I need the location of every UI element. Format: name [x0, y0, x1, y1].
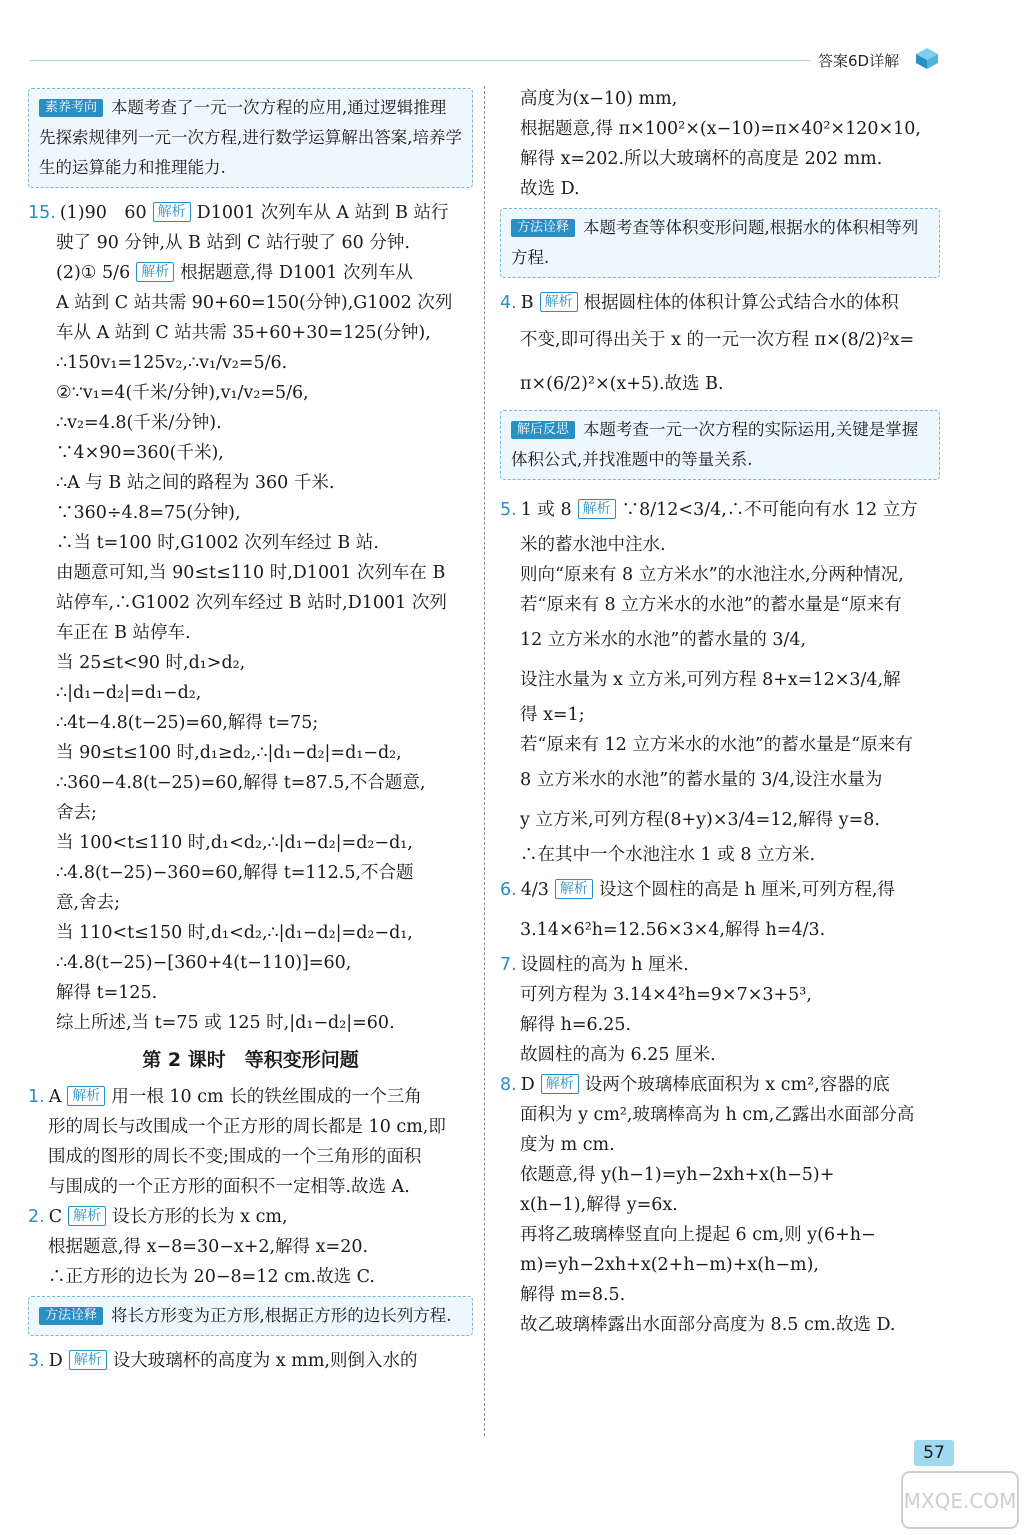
solution-line: 当 100<t≤110 时,d₁<d₂,∴|d₁−d₂|=d₂−d₁, — [56, 833, 413, 853]
solution-line: 根据圆柱体的体积计算公式结合水的体积 — [583, 293, 899, 313]
question-number: 7. — [500, 955, 517, 975]
answer-text: (2)① 5/6 — [56, 263, 131, 283]
solution-line: 面积为 y cm²,玻璃棒高为 h cm,乙露出水面部分高 — [520, 1105, 915, 1125]
answer-text: D — [48, 1351, 63, 1371]
solution-line: ∵8/12<3/4,∴不可能向有水 12 立方 — [621, 500, 918, 520]
solution-line: 与围成的一个正方形的面积不一定相等.故选 A. — [48, 1177, 410, 1197]
analysis-tag: 解析 — [578, 499, 616, 519]
q2-line — [28, 1202, 473, 1232]
q15-part2-line — [28, 258, 473, 288]
solution-line: 解得 h=6.25. — [520, 1015, 632, 1035]
question-number: 4. — [500, 293, 517, 313]
box-label: 解后反思 — [511, 421, 575, 439]
section-title: 第 2 课时 等积变形问题 — [142, 1049, 359, 1071]
right-column — [500, 84, 940, 1340]
solution-line: A 站到 C 站共需 90+60=150(分钟),G1002 次列 — [56, 293, 453, 313]
analysis-tag: 解析 — [555, 879, 593, 899]
solution-line: 设圆柱的高为 h 厘米. — [520, 955, 689, 975]
box-text: 将长方形变为正方形,根据正方形的边长列方程. — [111, 1306, 452, 1325]
solution-line: ∵360÷4.8=75(分钟), — [56, 503, 241, 523]
solution-line: 故圆柱的高为 6.25 厘米. — [520, 1045, 716, 1065]
analysis-tag: 解析 — [69, 1350, 107, 1370]
question-number: 15. — [28, 203, 56, 223]
q6-line — [500, 870, 940, 910]
analysis-tag: 解析 — [153, 202, 191, 222]
answer-text: B — [520, 293, 534, 313]
solution-line: 形的周长与改围成一个正方形的周长都是 10 cm,即 — [48, 1117, 446, 1137]
solution-line: π×(6/2)²×(x+5).故选 B. — [520, 374, 724, 394]
solution-line: 解得 m=8.5. — [520, 1285, 626, 1305]
q5-line — [500, 490, 940, 530]
solution-line: ②∵v₁=4(千米/分钟),v₁/v₂=5/6, — [56, 383, 309, 403]
solution-line: 围成的图形的周长不变;围成的一个三角形的面积 — [48, 1147, 422, 1167]
solution-line: 3.14×6²h=12.56×3×4,解得 h=4/3. — [520, 920, 826, 940]
question-number: 1. — [28, 1087, 45, 1107]
solution-line: ∴4t−4.8(t−25)=60,解得 t=75; — [56, 713, 319, 733]
header-rule — [30, 60, 810, 61]
solution-line: 则向“原来有 8 立方米水”的水池注水,分两种情况, — [520, 565, 904, 585]
box-text: 本题考查等体积变形问题,根据水的体积相等列方程. — [511, 218, 919, 267]
q1-line — [28, 1082, 473, 1112]
solution-line: x(h−1),解得 y=6x. — [520, 1195, 678, 1215]
solution-line: 不变,即可得出关于 x 的一元一次方程 π×(8/2)²x= — [520, 330, 915, 350]
watermark-text: MXQE.COM — [903, 1489, 1017, 1513]
box-label: 方法诠释 — [511, 219, 575, 237]
solution-line: 当 90≤t≤100 时,d₁≥d₂,∴|d₁−d₂|=d₁−d₂, — [56, 743, 402, 763]
solution-line: m)=yh−2xh+x(2+h−m)+x(h−m), — [520, 1255, 819, 1275]
solution-line: 设两个玻璃棒底面积为 x cm²,容器的底 — [584, 1075, 890, 1095]
solution-line: ∴4.8(t−25)−360=60,解得 t=112.5,不合题 — [56, 863, 414, 883]
question-number: 8. — [500, 1075, 517, 1095]
solution-line: 驶了 90 分钟,从 B 站到 C 站行驶了 60 分钟. — [56, 233, 410, 253]
solution-line: 根据题意,得 π×100²×(x−10)=π×40²×120×10, — [520, 119, 921, 139]
solution-line: 高度为(x−10) mm, — [520, 89, 678, 109]
solution-line: 故选 D. — [520, 179, 580, 199]
solution-line: y 立方米,可列方程(8+y)×3/4=12,解得 y=8. — [520, 810, 880, 830]
question-number: 2. — [28, 1207, 45, 1227]
solution-line: 设长方形的长为 x cm, — [112, 1207, 288, 1227]
solution-line: 再将乙玻璃棒竖直向上提起 6 cm,则 y(6+h− — [520, 1225, 876, 1245]
solution-line: ∵4×90=360(千米), — [56, 443, 224, 463]
question-number: 3. — [28, 1351, 45, 1371]
q8-line — [500, 1070, 940, 1100]
box-label: 素养考向 — [39, 99, 103, 117]
solution-line: 得 x=1; — [520, 705, 585, 725]
box-label: 方法诠释 — [39, 1307, 103, 1325]
q15-line — [28, 198, 473, 228]
analysis-tag: 解析 — [541, 1074, 579, 1094]
solution-line: 当 25≤t<90 时,d₁>d₂, — [56, 653, 246, 673]
solution-line: 车正在 B 站停车. — [56, 623, 191, 643]
solution-line: ∴当 t=100 时,G1002 次列车经过 B 站. — [56, 533, 379, 553]
answer-text: D — [520, 1075, 535, 1095]
solution-line: 若“原来有 12 立方米水的水池”的蓄水量是“原来有 — [520, 735, 913, 755]
solution-line: 综上所述,当 t=75 或 125 时,|d₁−d₂|=60. — [56, 1013, 395, 1033]
solution-line: 依题意,得 y(h−1)=yh−2xh+x(h−5)+ — [520, 1165, 835, 1185]
q4-line — [500, 288, 940, 318]
cube-icon — [914, 46, 940, 70]
solution-line: 用一根 10 cm 长的铁丝围成的一个三角 — [111, 1087, 422, 1107]
analysis-tag: 解析 — [136, 262, 174, 282]
solution-line: 故乙玻璃棒露出水面部分高度为 8.5 cm.故选 D. — [520, 1315, 896, 1335]
solution-line: 由题意可知,当 90≤t≤110 时,D1001 次列车在 B — [56, 563, 446, 583]
q7-line — [500, 950, 940, 980]
solution-line: ∴在其中一个水池注水 1 或 8 立方米. — [520, 845, 816, 865]
answer-text: A — [48, 1087, 62, 1107]
method-box — [500, 208, 940, 278]
solution-line: 设这个圆柱的高是 h 厘米,可列方程,得 — [598, 880, 895, 900]
solution-line: 米的蓄水池中注水. — [520, 535, 666, 555]
box-text: 本题考查一元一次方程的实际运用,关键是掌握体积公式,并找准题中的等量关系. — [511, 420, 919, 469]
solution-line: 8 立方米水的水池”的蓄水量的 3/4,设注水量为 — [520, 770, 883, 790]
solution-line: 当 110<t≤150 时,d₁<d₂,∴|d₁−d₂|=d₂−d₁, — [56, 923, 413, 943]
solution-line: 站停车,∴G1002 次列车经过 B 站时,D1001 次列 — [56, 593, 447, 613]
reflection-box — [500, 410, 940, 480]
solution-line: ∴4.8(t−25)−[360+4(t−110)]=60, — [56, 953, 352, 973]
solution-line: D1001 次列车从 A 站到 B 站行 — [196, 203, 449, 223]
header-title: 答案6D详解 — [818, 52, 900, 70]
solution-line: 若“原来有 8 立方米水的水池”的蓄水量是“原来有 — [520, 595, 902, 615]
column-divider — [484, 86, 485, 1436]
solution-line: 根据题意,得 x−8=30−x+2,解得 x=20. — [48, 1237, 369, 1257]
answer-text: C — [48, 1207, 63, 1227]
literacy-box — [28, 88, 473, 188]
analysis-tag: 解析 — [67, 1086, 105, 1106]
solution-line: ∴正方形的边长为 20−8=12 cm.故选 C. — [48, 1267, 375, 1287]
q3-line — [28, 1346, 473, 1376]
solution-line: 设注水量为 x 立方米,可列方程 8+x=12×3/4,解 — [520, 670, 901, 690]
solution-line: 解得 x=202.所以大玻璃杯的高度是 202 mm. — [520, 149, 883, 169]
question-number: 6. — [500, 880, 517, 900]
solution-line: 度为 m cm. — [520, 1135, 615, 1155]
solution-line: 舍去; — [56, 803, 97, 823]
solution-line: ∴v₂=4.8(千米/分钟). — [56, 413, 222, 433]
question-number: 5. — [500, 500, 517, 520]
method-box — [28, 1296, 473, 1336]
page-number: 57 — [914, 1440, 954, 1466]
solution-line: ∴A 与 B 站之间的路程为 360 千米. — [56, 473, 335, 493]
solution-line: ∴|d₁−d₂|=d₁−d₂, — [56, 683, 202, 703]
answer-text: 1 或 8 — [520, 500, 572, 520]
analysis-tag: 解析 — [540, 292, 578, 312]
watermark-logo — [900, 1470, 1020, 1530]
solution-line: 12 立方米水的水池”的蓄水量的 3/4, — [520, 630, 807, 650]
answer-text: (1)90 60 — [59, 203, 147, 223]
solution-line: 可列方程为 3.14×4²h=9×7×3+5³, — [520, 985, 812, 1005]
analysis-tag: 解析 — [68, 1206, 106, 1226]
left-column — [28, 84, 473, 1376]
solution-line: 解得 t=125. — [56, 983, 158, 1003]
solution-line: 车从 A 站到 C 站共需 35+60+30=125(分钟), — [56, 323, 431, 343]
answer-text: 4/3 — [520, 880, 549, 900]
solution-line: 设大玻璃杯的高度为 x mm,则倒入水的 — [112, 1351, 418, 1371]
box-text: 本题考查了一元一次方程的应用,通过逻辑推理先探索规律列一元一次方程,进行数学运算解出答案,培养学生的运算能力和推理能力. — [39, 98, 462, 177]
solution-line: 根据题意,得 D1001 次列车从 — [180, 263, 413, 283]
solution-line: ∴360−4.8(t−25)=60,解得 t=87.5,不合题意, — [56, 773, 426, 793]
solution-line: ∴150v₁=125v₂,∴v₁/v₂=5/6. — [56, 353, 288, 373]
solution-line: 意,舍去; — [56, 893, 120, 913]
